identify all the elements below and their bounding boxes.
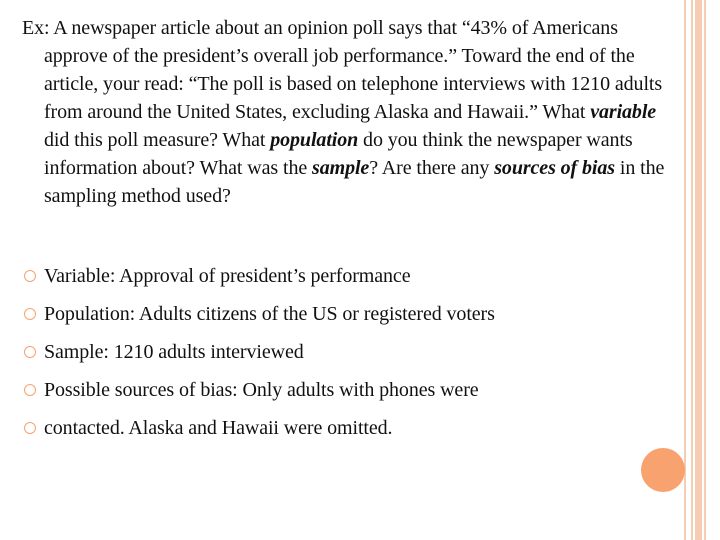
list-item (22, 414, 662, 442)
list-item (22, 262, 662, 290)
list-item (22, 376, 662, 404)
border-line-far (704, 0, 706, 540)
list-item (22, 338, 662, 366)
question-paragraph (22, 14, 682, 210)
accent-circle-icon (641, 448, 685, 492)
term-sample: sample (312, 157, 370, 179)
term-variable: variable (590, 101, 657, 123)
bullet-circle-icon (24, 384, 36, 396)
question-text-5: in the sampling method used? (44, 157, 665, 207)
answer-sample: Sample: 1210 adults interviewed (44, 341, 304, 363)
question-text-2: did this poll measure? What (44, 129, 271, 151)
bullet-circle-icon (24, 270, 36, 282)
term-sources-of-bias: sources of bias (494, 157, 615, 179)
border-line-inner (691, 0, 693, 540)
bullet-circle-icon (24, 308, 36, 320)
answer-population: Population: Adults citizens of the US or registered voters (44, 303, 495, 325)
bullet-circle-icon (24, 422, 36, 434)
answer-list (22, 262, 662, 452)
answer-variable: Variable: Approval of president’s performance (44, 265, 411, 287)
list-item (22, 300, 662, 328)
term-population: population (270, 129, 359, 151)
question-text-4: ? Are there any (369, 157, 495, 179)
bullet-circle-icon (24, 346, 36, 358)
answer-bias: Possible sources of bias: Only adults with phones were (44, 379, 479, 401)
border-band (695, 0, 702, 540)
question-text-3: do you think the newspaper wants information about? What was the (44, 129, 633, 179)
border-line-outer (684, 0, 686, 540)
slide-body (22, 14, 682, 210)
answer-bias-continued: contacted. Alaska and Hawaii were omitted. (44, 417, 393, 439)
question-text-1: Ex: A newspaper article about an opinion poll says that “43% of Americans approve of the president’s overall job performance.” Toward the end of the article, your read: “The poll is based on telephone interviews with 1210 adults from around the United States, excluding Alaska and Hawaii.” What (22, 17, 663, 123)
